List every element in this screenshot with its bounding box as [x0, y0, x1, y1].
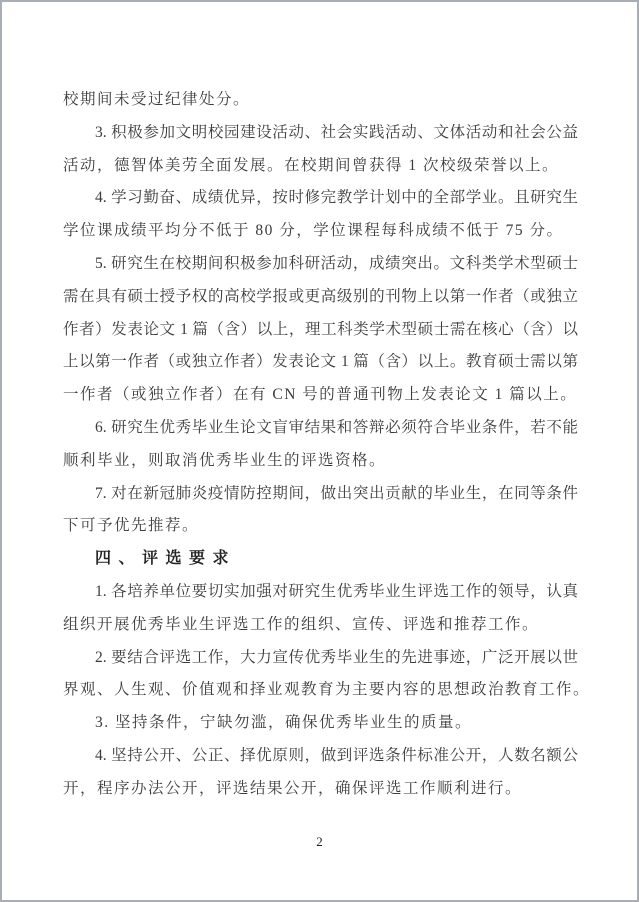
text-line: 校期间未受过纪律处分。 [63, 91, 251, 108]
text-line: 学位课成绩平均分不低于 80 分，学位课程每科成绩不低于 75 分。 [63, 222, 564, 240]
text-line: 需在具有硕士授予权的高校学报或更高级别的刊物上以第一作者（或独立 [63, 287, 578, 305]
text-line: 下可予优先推荐。 [63, 517, 200, 535]
text-line: 7. 对在新冠肺炎疫情防控期间，做出突出贡献的毕业生，在同等条件 [95, 484, 578, 502]
text-line: 上以第一作者（或独立作者）发表论文 1 篇（含）以上。教育硕士需以第 [63, 353, 578, 371]
text-line: 4. 学习勤奋、成绩优异，按时修完教学计划中的全部学业。且研究生 [95, 189, 578, 207]
text-line: 组织开展优秀毕业生评选工作的组织、宣传、评选和推荐工作。 [63, 615, 540, 633]
text-line: 4. 坚持公开、公正、择优原则，做到评选条件标准公开，人数名额公 [95, 746, 578, 764]
text-line: 活动，德智体美劳全面发展。在校期间曾获得 1 次校级荣誉以上。 [63, 156, 560, 174]
document-body [63, 84, 591, 806]
page-number: 2 [316, 834, 323, 849]
text-line: 3. 坚持条件，宁缺勿滥，确保优秀毕业生的质量。 [95, 714, 473, 732]
text-line: 顺利毕业，则取消优秀毕业生的评选资格。 [63, 451, 387, 469]
section-heading: 四、评选要求 [95, 550, 237, 568]
text-line: 界观、人生观、价值观和择业观教育为主要内容的思想政治教育工作。 [63, 681, 591, 699]
text-line: 作者）发表论文 1 篇（含）以上，理工科类学术型硕士需在核心（含）以 [63, 320, 578, 338]
text-line: 一作者（或独立作者）在有 CN 号的普通刊物上发表论文 1 篇以上。 [63, 386, 578, 404]
text-line: 3. 积极参加文明校园建设活动、社会实践活动、文体活动和社会公益 [95, 123, 578, 141]
text-line: 2. 要结合评选工作，大力宣传优秀毕业生的先进事迹，广泛开展以世 [95, 648, 578, 666]
text-line: 开，程序办法公开，评选结果公开，确保评选工作顺利进行。 [63, 779, 523, 797]
text-line: 6. 研究生优秀毕业生论文盲审结果和答辩必须符合毕业条件，若不能 [95, 418, 578, 436]
text-line: 5. 研究生在校期间积极参加科研活动，成绩突出。文科类学术型硕士 [95, 254, 578, 272]
text-line: 1. 各培养单位要切实加强对研究生优秀毕业生评选工作的领导，认真 [95, 582, 578, 600]
